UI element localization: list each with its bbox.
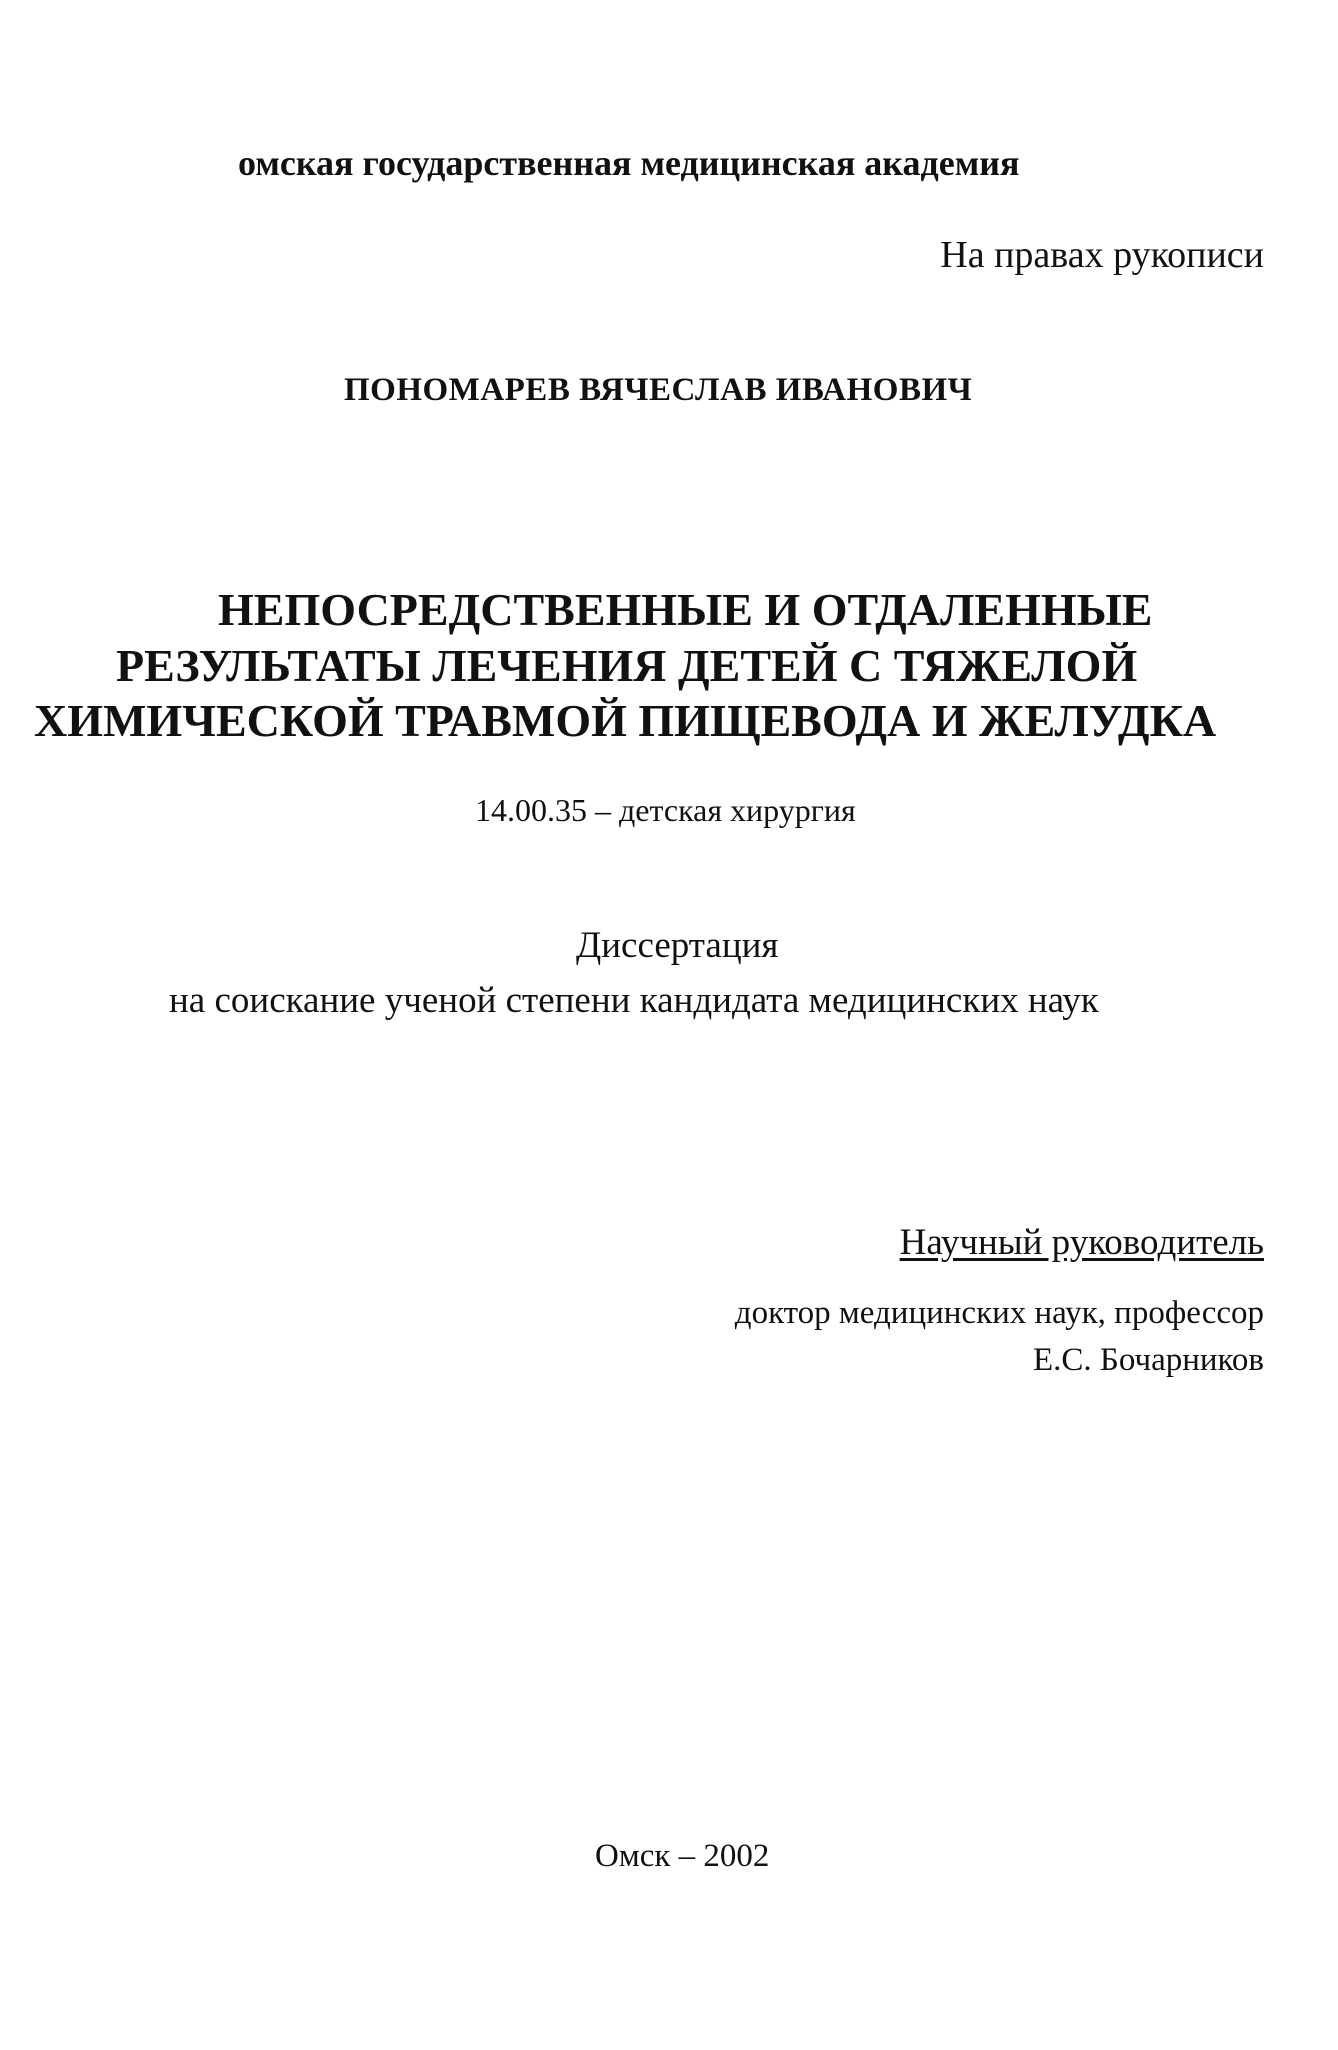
- author-name: ПОНОМАРЕВ ВЯЧЕСЛАВ ИВАНОВИЧ: [344, 372, 973, 408]
- title-line-2: РЕЗУЛЬТАТЫ ЛЕЧЕНИЯ ДЕТЕЙ С ТЯЖЕЛОЙ: [116, 640, 1138, 691]
- city-year: Омск – 2002: [595, 1838, 770, 1874]
- specialty-code: 14.00.35 – детская хирургия: [475, 792, 856, 828]
- institution-name: омская государственная медицинская академия: [238, 143, 1020, 183]
- dissertation-label: Диссертация: [576, 925, 779, 966]
- supervisor-name: Е.С. Бочарников: [1032, 1342, 1264, 1378]
- title-line-1: НЕПОСРЕДСТВЕННЫЕ И ОТДАЛЕННЫЕ: [218, 584, 1153, 635]
- supervisor-label: Научный руководитель: [899, 1222, 1264, 1263]
- degree-statement: на соискание ученой степени кандидата медицинских наук: [169, 980, 1099, 1021]
- supervisor-degree: доктор медицинских наук, профессор: [734, 1295, 1264, 1331]
- title-line-3: ХИМИЧЕСКОЙ ТРАВМОЙ ПИЩЕВОДА И ЖЕЛУДКА: [34, 695, 1217, 746]
- manuscript-note: На правах рукописи: [940, 234, 1264, 276]
